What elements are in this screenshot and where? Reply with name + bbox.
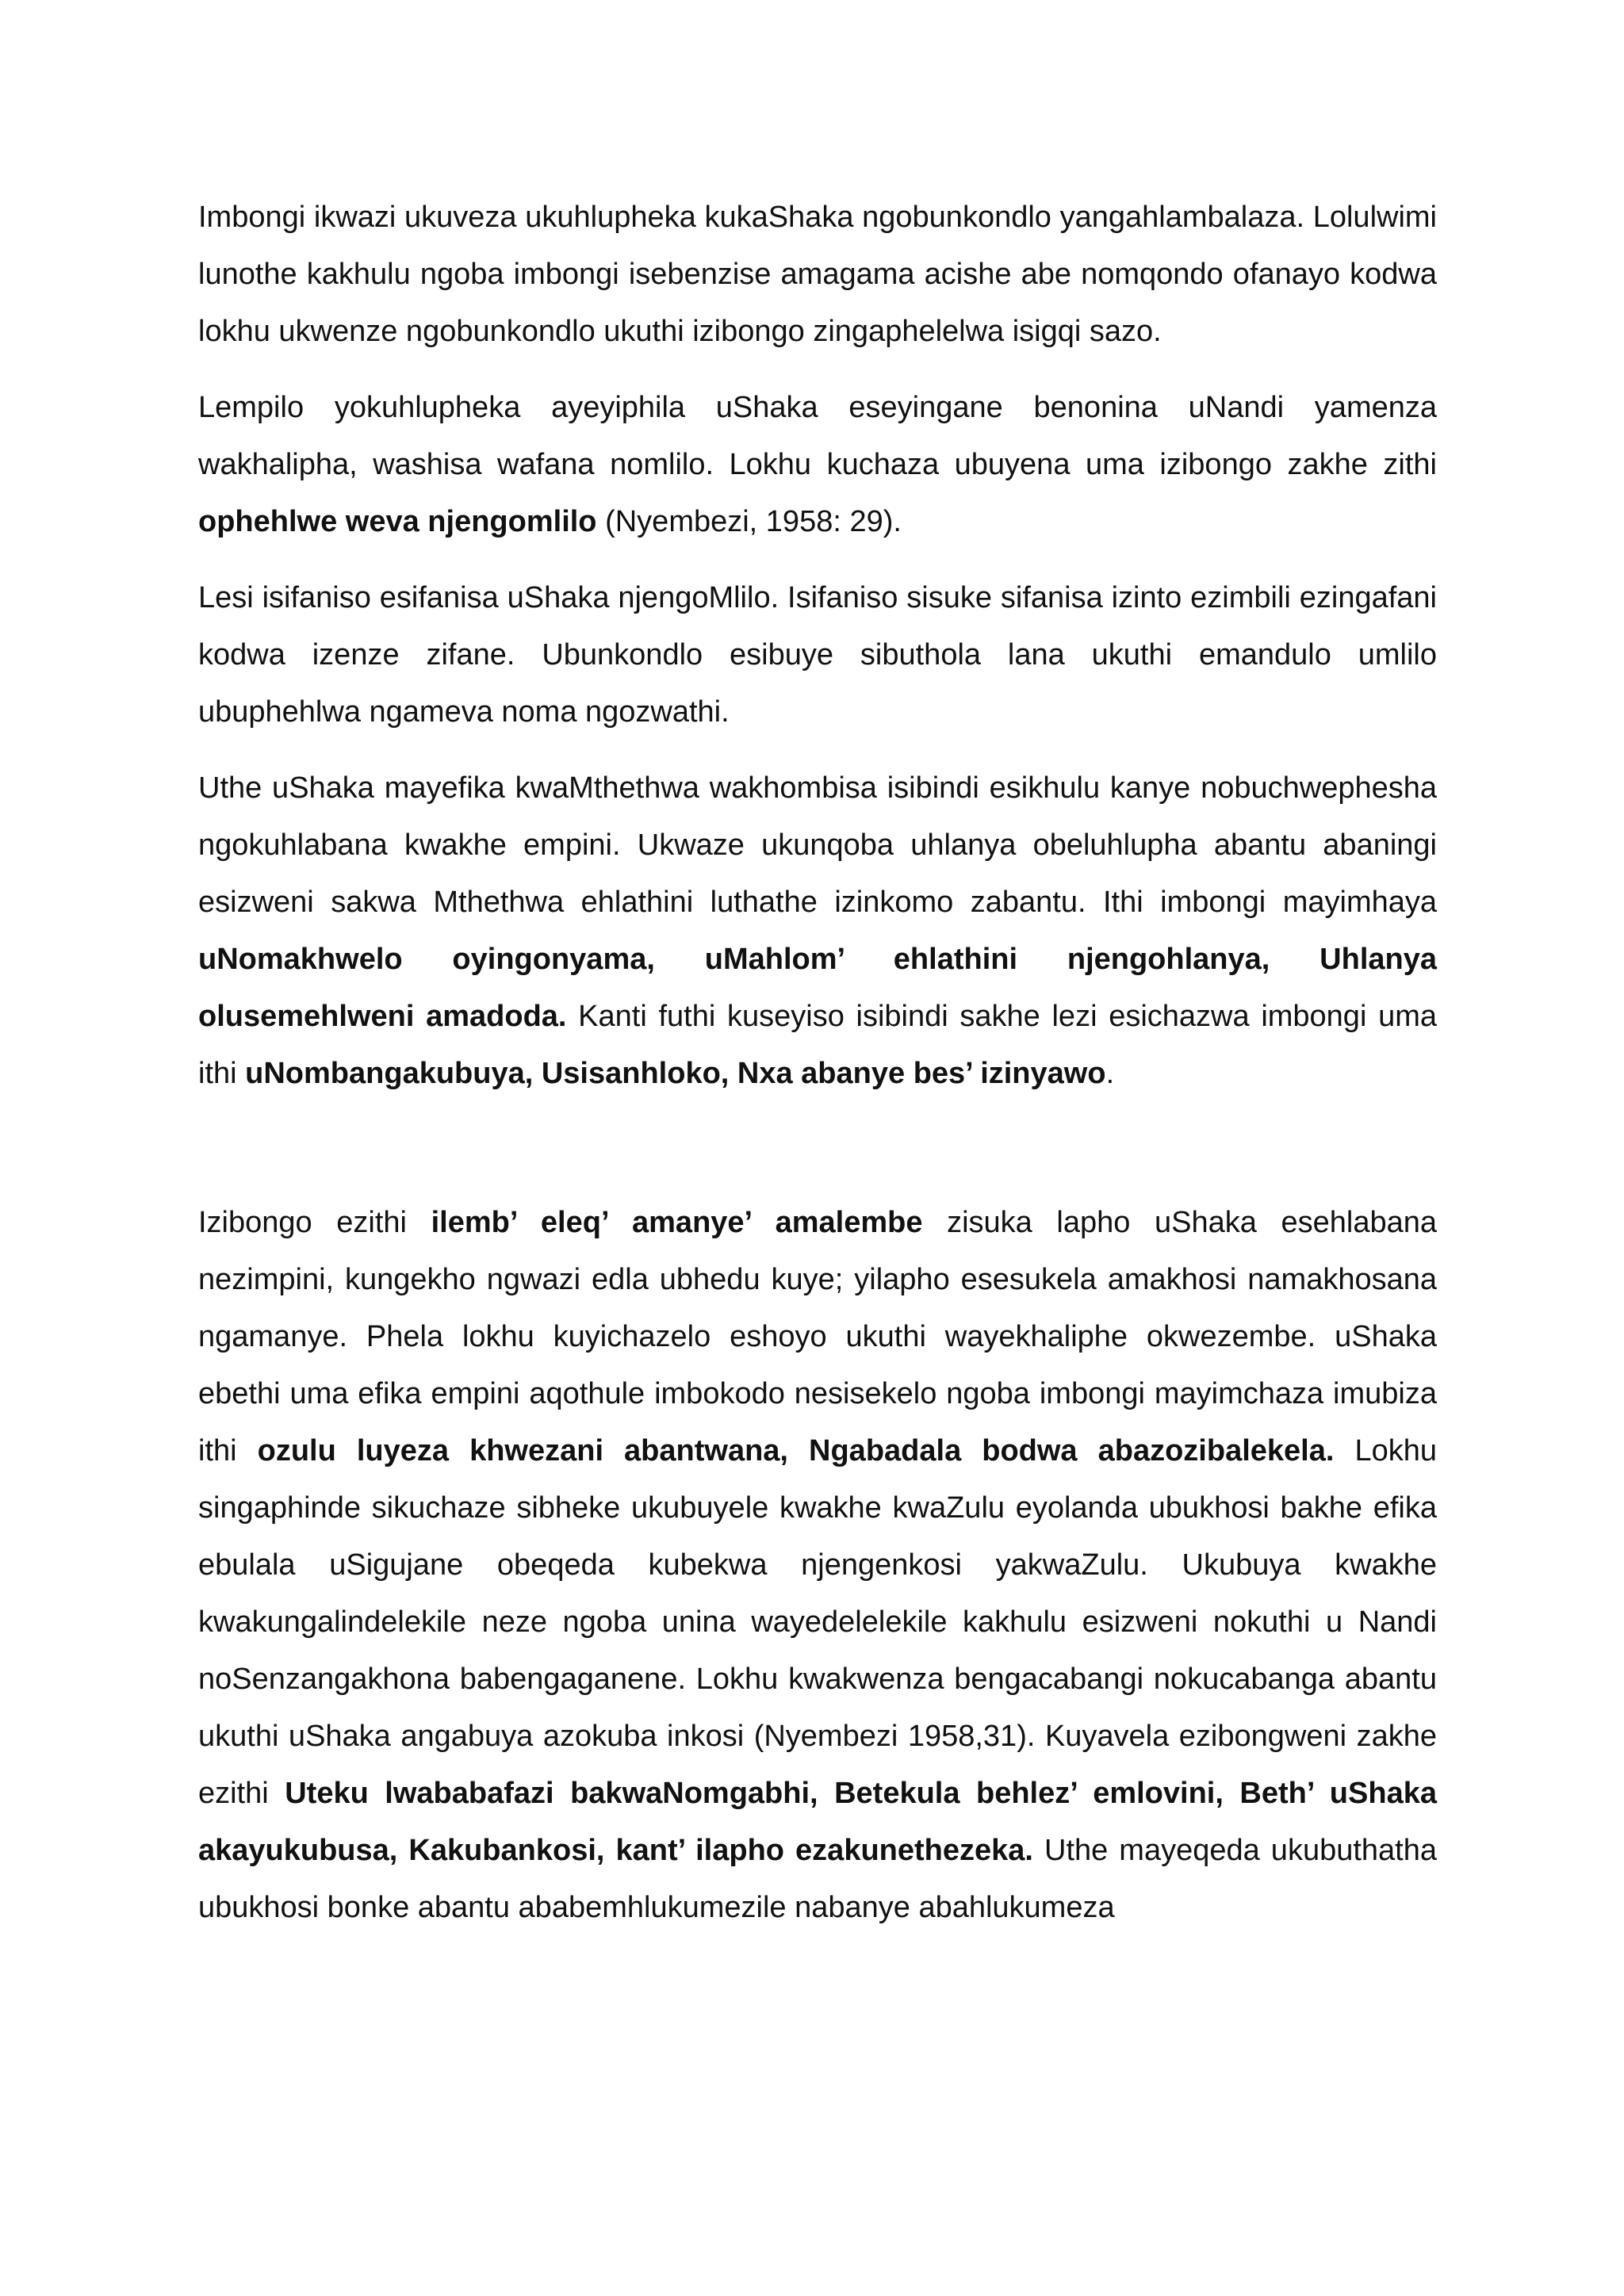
paragraph-text: Izibongo ezithi <box>198 1206 431 1239</box>
document-page <box>198 189 1437 1955</box>
bold-quote: ozulu luyeza khwezani abantwana, Ngabadala bodwa abazozibalekela. <box>257 1434 1335 1468</box>
paragraph <box>198 760 1437 1102</box>
paragraph-text: Uthe mayeqeda ukubuthatha ubukhosi bonke abantu ababemhlukumezile nabanye abahlukumeza <box>198 1834 1437 1924</box>
bold-quote: Uteku lwababafazi bakwaNomgabhi, Betekula behlez’ emlovini, Beth’ uShaka akayukubusa, Kakubankosi, kant’ ilapho ezakunethezeka. <box>198 1777 1437 1867</box>
bold-quote: ilemb’ eleq’ amanye’ amalembe <box>431 1206 923 1239</box>
paragraph-text: Lesi isifaniso esifanisa uShaka njengoMlilo. Isifaniso sisuke sifanisa izinto ezimbili ezingafani kodwa izenze zifane. Ubunkondlo esibuye sibuthola lana ukuthi emandulo umlilo ubuphehlwa ngameva noma ngozwathi. <box>198 581 1437 729</box>
bold-quote: uNombangakubuya, Usisanhloko, Nxa abanye bes’ izinyawo <box>245 1057 1106 1090</box>
paragraph <box>198 379 1437 550</box>
paragraph-text: Lempilo yokuhlupheka ayeyiphila uShaka eseyingane benonina uNandi yamenza wakhalipha, washisa wafana nomlilo. Lokhu kuchaza ubuyena uma izibongo zakhe zithi <box>198 391 1437 481</box>
bold-quote: uNomakhwelo oyingonyama, uMahlom’ ehlathini njengohlanya, Uhlanya olusemehlweni amadoda. <box>198 943 1437 1033</box>
paragraph-text: Kanti futhi kuseyiso isibindi sakhe lezi esichazwa imbongi uma ithi <box>198 1000 1438 1090</box>
paragraph <box>198 569 1437 740</box>
paragraph <box>198 1194 1437 1936</box>
bold-quote: ophehlwe weva njengomlilo <box>198 505 597 538</box>
paragraph-text: (Nyembezi, 1958: 29). <box>596 505 902 538</box>
paragraph-text: . <box>1105 1057 1115 1090</box>
paragraph-text: Imbongi ikwazi ukuveza ukuhlupheka kukaShaka ngobunkondlo yangahlambalaza. Lolulwimi lunothe kakhulu ngoba imbongi isebenzise amagama acishe abe nomqondo ofanayo kodwa lokhu ukwenze ngobunkondlo ukuthi izibongo zingaphelelwa isigqi sazo. <box>198 201 1437 348</box>
paragraph-text: Lokhu singaphinde sikuchaze sibheke ukubuyele kwakhe kwaZulu eyolanda ubukhosi bakhe efika ebulala uSigujane obeqeda kubekwa njengenkosi yakwaZulu. Ukubuya kwakhe kwakungalindelekile neze ngoba unina wayedelelekile kakhulu esizweni nokuthi u Nandi noSenzangakhona babengaganene. Lokhu kwakwenza bengacabangi nokucabanga abantu ukuthi uShaka angabuya azokuba inkosi (Nyembezi 1958,31). Kuyavela ezibongweni zakhe ezithi <box>198 1434 1437 1810</box>
paragraph-text: Uthe uShaka mayefika kwaMthethwa wakhombisa isibindi esikhulu kanye nobuchwephesha ngokuhlabana kwakhe empini. Ukwaze ukunqoba uhlanya obeluhlupha abantu abaningi esizweni sakwa Mthethwa ehlathini luthathe izinkomo zabantu. Ithi imbongi mayimhaya <box>198 771 1437 919</box>
paragraph <box>198 189 1437 360</box>
paragraph-text: zisuka lapho uShaka esehlabana nezimpini, kungekho ngwazi edla ubhedu kuye; yilapho esesukela amakhosi namakhosana ngamanye. Phela lokhu kuyichazelo eshoyo ukuthi wayekhaliphe okwezembe. uShaka ebethi uma efika empini aqothule imbokodo nesisekelo ngoba imbongi mayimchaza imubiza ithi <box>198 1206 1437 1468</box>
